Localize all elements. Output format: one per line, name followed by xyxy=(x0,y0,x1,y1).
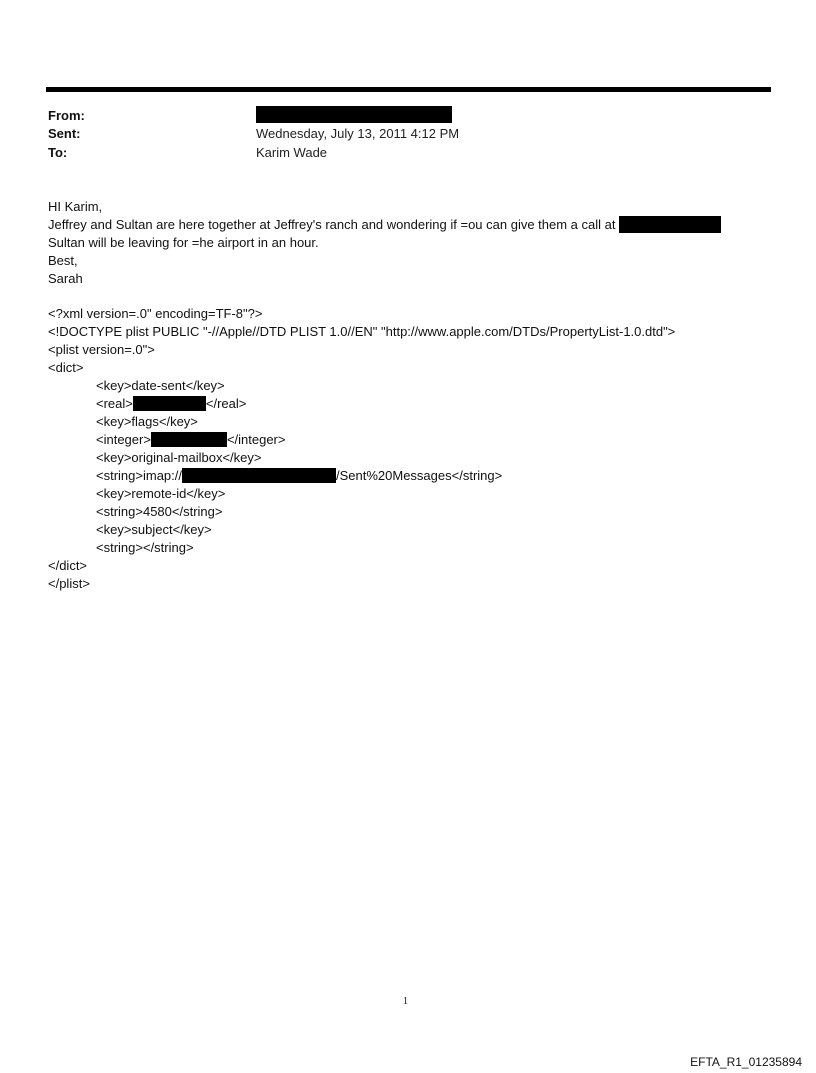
xml-key-date-sent: <key>date-sent</key> xyxy=(96,378,225,393)
xml-dict-open: <dict> xyxy=(48,360,84,375)
message-line-2: Sultan will be leaving for =he airport in an hour. xyxy=(48,235,319,250)
xml-plist-close: </plist> xyxy=(48,576,90,591)
xml-real-line xyxy=(96,396,246,411)
xml-real-open: <real> xyxy=(96,396,133,411)
xml-key-subject: <key>subject</key> xyxy=(96,522,212,537)
to-value: Karim Wade xyxy=(256,145,328,160)
from-value-redacted xyxy=(256,106,452,123)
xml-declaration: <?xml version=.0" encoding=TF-8"?> xyxy=(48,306,263,321)
xml-integer-open: <integer> xyxy=(96,432,151,447)
xml-integer-close: </integer> xyxy=(226,432,286,447)
document-id: EFTA_R1_01235894 xyxy=(690,1055,802,1069)
closing: Best, xyxy=(48,253,78,268)
message-line-1 xyxy=(48,216,721,234)
signature: Sarah xyxy=(48,271,83,286)
xml-string-empty: <string></string> xyxy=(96,540,194,555)
greeting: HI Karim, xyxy=(48,199,103,214)
message-line-1-text: Jeffrey and Sultan are here together at Jeffrey's ranch and wondering if =ou can give them a call at xyxy=(48,217,616,232)
xml-dict-close: </dict> xyxy=(48,558,88,573)
integer-redaction xyxy=(151,432,227,447)
xml-key-flags: <key>flags</key> xyxy=(96,414,198,429)
sent-label: Sent: xyxy=(48,126,81,141)
xml-imap-close: /Sent%20Messages</string> xyxy=(336,468,503,483)
xml-real-close: </real> xyxy=(205,396,247,411)
imap-redaction xyxy=(182,468,336,483)
real-redaction xyxy=(133,396,206,411)
xml-plist-open: <plist version=.0"> xyxy=(48,342,155,357)
xml-key-remote-id: <key>remote-id</key> xyxy=(96,486,226,501)
to-label: To: xyxy=(48,145,68,160)
page-number: 1 xyxy=(403,996,408,1007)
phone-redaction xyxy=(619,216,721,233)
header-rule xyxy=(46,87,771,92)
xml-integer-line xyxy=(96,432,285,447)
xml-doctype: <!DOCTYPE plist PUBLIC "-//Apple//DTD PLIST 1.0//EN" "http://www.apple.com/DTDs/PropertyList-1.0.dtd"> xyxy=(48,324,676,339)
from-label: From: xyxy=(48,108,85,123)
xml-imap-line xyxy=(96,468,502,483)
sent-value: Wednesday, July 13, 2011 4:12 PM xyxy=(256,126,460,141)
redaction-bar xyxy=(256,106,452,123)
xml-imap-open: <string>imap:// xyxy=(96,468,182,483)
xml-key-original-mailbox: <key>original-mailbox</key> xyxy=(96,450,262,465)
xml-string-remote-id: <string>4580</string> xyxy=(96,504,223,519)
